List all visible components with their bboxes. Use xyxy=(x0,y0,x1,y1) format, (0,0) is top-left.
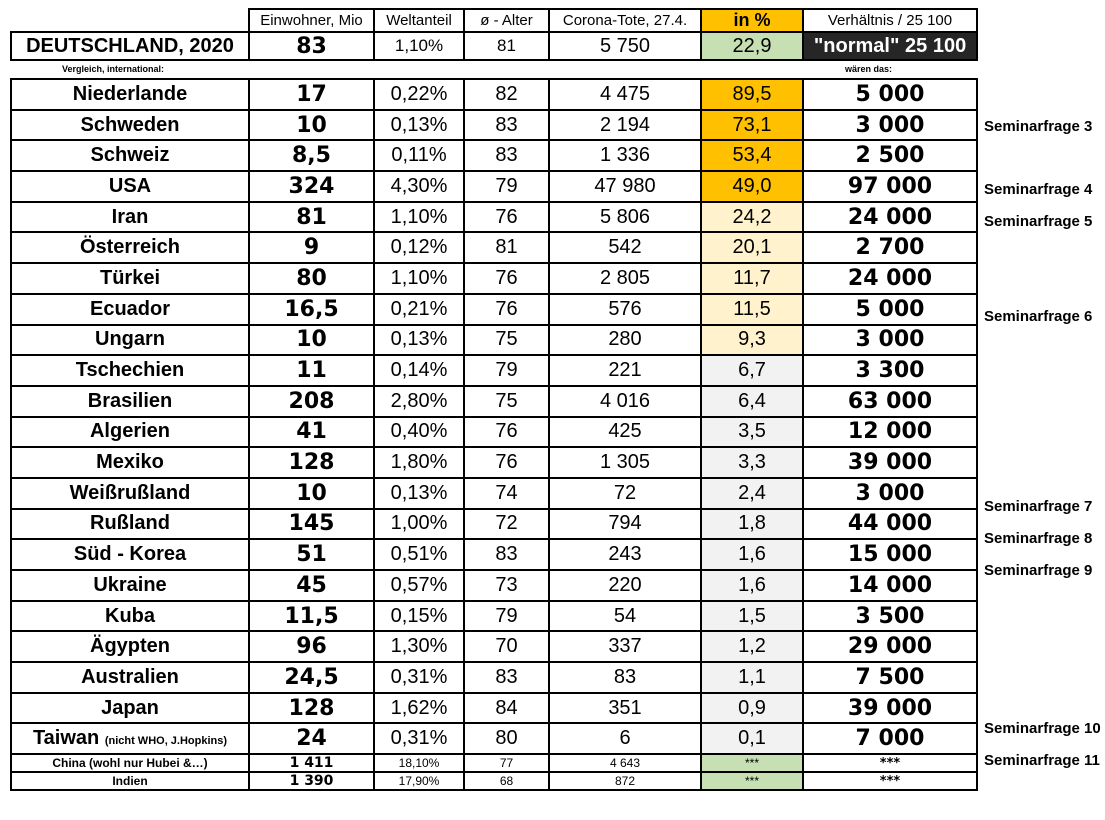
col-header-deaths: Corona-Tote, 27.4. xyxy=(549,9,701,32)
avg-age-value: 76 xyxy=(464,294,549,325)
world-share-value: 0,31% xyxy=(374,662,464,693)
table-row xyxy=(11,631,977,662)
table-row-small xyxy=(11,754,977,772)
country-name: Schweiz xyxy=(11,140,249,171)
table-row xyxy=(11,478,977,509)
avg-age-value: 68 xyxy=(464,772,549,790)
world-share-value: 0,51% xyxy=(374,539,464,570)
deaths-value: 576 xyxy=(549,294,701,325)
table-row xyxy=(11,202,977,233)
country-name: USA xyxy=(11,171,249,202)
ratio-value: 29 000 xyxy=(803,631,977,662)
table-row xyxy=(11,294,977,325)
deaths-value: 4 643 xyxy=(549,754,701,772)
percent-value: 1,1 xyxy=(701,662,803,693)
avg-age-value: 81 xyxy=(464,232,549,263)
world-share-value: 0,31% xyxy=(374,723,464,754)
population-value: 10 xyxy=(249,478,374,509)
population-value: 10 xyxy=(249,110,374,141)
country-name: Schweden xyxy=(11,110,249,141)
country-name: Ungarn xyxy=(11,325,249,356)
country-name: Indien xyxy=(11,772,249,790)
country-name: Australien xyxy=(11,662,249,693)
world-share-value: 18,10% xyxy=(374,754,464,772)
avg-age-value: 79 xyxy=(464,601,549,632)
table-row xyxy=(11,662,977,693)
ratio-value: 39 000 xyxy=(803,447,977,478)
population-value: 96 xyxy=(249,631,374,662)
world-share-value: 0,13% xyxy=(374,478,464,509)
seminar-note: Seminarfrage 11 xyxy=(984,751,1100,769)
deaths-value: 425 xyxy=(549,417,701,448)
deaths-value: 5 806 xyxy=(549,202,701,233)
world-share-value: 0,12% xyxy=(374,232,464,263)
country-name-main: Taiwan xyxy=(32,727,100,750)
country-name: Brasilien xyxy=(11,386,249,417)
percent-value: 0,9 xyxy=(701,693,803,724)
ratio-value: 14 000 xyxy=(803,570,977,601)
population-value: 16,5 xyxy=(249,294,374,325)
avg-age-value: 79 xyxy=(464,355,549,386)
deaths-value: 1 305 xyxy=(549,447,701,478)
world-share-value: 1,10% xyxy=(374,263,464,294)
avg-age-value: 77 xyxy=(464,754,549,772)
deaths-value: 794 xyxy=(549,509,701,540)
country-name: Kuba xyxy=(11,601,249,632)
deaths-value: 221 xyxy=(549,355,701,386)
country-name: Rußland xyxy=(11,509,249,540)
ratio-value: 5 000 xyxy=(803,294,977,325)
population-value: 17 xyxy=(249,79,374,110)
avg-age-value: 83 xyxy=(464,539,549,570)
percent-value: 11,5 xyxy=(701,294,803,325)
subline-compare-label: Vergleich, international: xyxy=(62,64,165,74)
percent-value: 53,4 xyxy=(701,140,803,171)
avg-age-value: 75 xyxy=(464,386,549,417)
subline-would-be-label: wären das: xyxy=(845,64,893,74)
world-share-value: 0,13% xyxy=(374,110,464,141)
column-header-row xyxy=(11,9,977,32)
country-name: Tschechien xyxy=(11,355,249,386)
population-value: 1 390 xyxy=(249,772,374,790)
avg-age-value: 76 xyxy=(464,263,549,294)
country-name: Süd - Korea xyxy=(11,539,249,570)
table-row xyxy=(11,325,977,356)
seminar-note: Seminarfrage 6 xyxy=(984,307,1093,325)
deaths-value: 872 xyxy=(549,772,701,790)
table-row xyxy=(11,263,977,294)
avg-age-value: 79 xyxy=(464,171,549,202)
header-blank-cell xyxy=(11,9,249,32)
deaths-value: 47 980 xyxy=(549,171,701,202)
percent-value: 89,5 xyxy=(701,79,803,110)
ratio-value: 97 000 xyxy=(803,171,977,202)
avg-age-value: 80 xyxy=(464,723,549,754)
country-name: Ecuador xyxy=(11,294,249,325)
country-name: Weißrußland xyxy=(11,478,249,509)
world-share-value: 0,11% xyxy=(374,140,464,171)
table-row xyxy=(11,110,977,141)
seminar-note: Seminarfrage 3 xyxy=(984,117,1093,135)
world-share-value: 0,13% xyxy=(374,325,464,356)
world-share-value: 1,30% xyxy=(374,631,464,662)
ratio-value: 12 000 xyxy=(803,417,977,448)
table-row xyxy=(11,355,977,386)
ratio-value: 3 300 xyxy=(803,355,977,386)
world-share-value: 0,22% xyxy=(374,79,464,110)
percent-value: 1,6 xyxy=(701,570,803,601)
deaths-value: 243 xyxy=(549,539,701,570)
table-row xyxy=(11,539,977,570)
seminar-note: Seminarfrage 8 xyxy=(984,529,1093,547)
table-row xyxy=(11,509,977,540)
ratio-value: *** xyxy=(803,754,977,772)
col-header-percent: in % xyxy=(701,9,803,32)
ratio-value: 24 000 xyxy=(803,263,977,294)
percent-value: 49,0 xyxy=(701,171,803,202)
ratio-value: 63 000 xyxy=(803,386,977,417)
table-row xyxy=(11,570,977,601)
ratio-value: 7 500 xyxy=(803,662,977,693)
avg-age-value: 70 xyxy=(464,631,549,662)
population-value: 24 xyxy=(249,723,374,754)
table-row xyxy=(11,171,977,202)
population-value: 1 411 xyxy=(249,754,374,772)
avg-age-value: 74 xyxy=(464,478,549,509)
comparison-table xyxy=(10,78,978,791)
population-value: 208 xyxy=(249,386,374,417)
deaths-value: 542 xyxy=(549,232,701,263)
world-share-value: 1,00% xyxy=(374,509,464,540)
country-name xyxy=(11,723,249,754)
percent-value: 3,5 xyxy=(701,417,803,448)
percent-value: 6,7 xyxy=(701,355,803,386)
ratio-value: 3 000 xyxy=(803,478,977,509)
population-value: 324 xyxy=(249,171,374,202)
world-share-value: 0,21% xyxy=(374,294,464,325)
percent-value: 0,1 xyxy=(701,723,803,754)
table-row xyxy=(11,417,977,448)
table-row xyxy=(11,601,977,632)
table-row xyxy=(11,140,977,171)
avg-age-value: 73 xyxy=(464,570,549,601)
subline xyxy=(10,64,976,78)
germany-row xyxy=(11,32,977,60)
seminar-note: Seminarfrage 10 xyxy=(984,720,1101,737)
ratio-value: 2 500 xyxy=(803,140,977,171)
population-value: 9 xyxy=(249,232,374,263)
percent-value: *** xyxy=(701,772,803,790)
germany-share: 1,10% xyxy=(374,32,464,60)
ratio-value: 2 700 xyxy=(803,232,977,263)
table-row xyxy=(11,447,977,478)
population-value: 128 xyxy=(249,447,374,478)
country-name: Niederlande xyxy=(11,79,249,110)
ratio-value: 15 000 xyxy=(803,539,977,570)
avg-age-value: 72 xyxy=(464,509,549,540)
avg-age-value: 83 xyxy=(464,662,549,693)
deaths-value: 4 475 xyxy=(549,79,701,110)
deaths-value: 220 xyxy=(549,570,701,601)
population-value: 145 xyxy=(249,509,374,540)
deaths-value: 83 xyxy=(549,662,701,693)
country-name: Mexiko xyxy=(11,447,249,478)
population-value: 51 xyxy=(249,539,374,570)
population-value: 45 xyxy=(249,570,374,601)
world-share-value: 0,57% xyxy=(374,570,464,601)
percent-value: 20,1 xyxy=(701,232,803,263)
col-header-ratio: Verhältnis / 25 100 xyxy=(803,9,977,32)
germany-deaths: 5 750 xyxy=(549,32,701,60)
deaths-value: 2 194 xyxy=(549,110,701,141)
avg-age-value: 82 xyxy=(464,79,549,110)
world-share-value: 0,14% xyxy=(374,355,464,386)
percent-value: 9,3 xyxy=(701,325,803,356)
percent-value: 3,3 xyxy=(701,447,803,478)
world-share-value: 0,40% xyxy=(374,417,464,448)
seminar-note: Seminarfrage 7 xyxy=(984,498,1093,516)
world-share-value: 0,15% xyxy=(374,601,464,632)
ratio-value: *** xyxy=(803,772,977,790)
avg-age-value: 83 xyxy=(464,140,549,171)
percent-value: 1,2 xyxy=(701,631,803,662)
percent-value: 1,8 xyxy=(701,509,803,540)
world-share-value: 1,10% xyxy=(374,202,464,233)
country-name: Japan xyxy=(11,693,249,724)
percent-value: 1,5 xyxy=(701,601,803,632)
deaths-value: 72 xyxy=(549,478,701,509)
percent-value: 1,6 xyxy=(701,539,803,570)
avg-age-value: 83 xyxy=(464,110,549,141)
country-name: China (wohl nur Hubei &…) xyxy=(11,754,249,772)
table-row xyxy=(11,232,977,263)
table-row xyxy=(11,386,977,417)
percent-value: 73,1 xyxy=(701,110,803,141)
avg-age-value: 84 xyxy=(464,693,549,724)
ratio-value: 39 000 xyxy=(803,693,977,724)
country-name: Ägypten xyxy=(11,631,249,662)
population-value: 11,5 xyxy=(249,601,374,632)
ratio-value: 7 000 xyxy=(803,723,977,754)
percent-value: 6,4 xyxy=(701,386,803,417)
avg-age-value: 76 xyxy=(464,417,549,448)
table-row xyxy=(11,723,977,754)
table-row xyxy=(11,693,977,724)
country-name-sub: (nicht WHO, J.Hopkins) xyxy=(104,735,228,748)
country-name: Türkei xyxy=(11,263,249,294)
deaths-value: 2 805 xyxy=(549,263,701,294)
germany-pct: 22,9 xyxy=(701,32,803,60)
percent-value: *** xyxy=(701,754,803,772)
germany-ratio: "normal" 25 100 xyxy=(803,32,977,60)
deaths-value: 54 xyxy=(549,601,701,632)
deaths-value: 1 336 xyxy=(549,140,701,171)
germany-pop: 83 xyxy=(249,32,374,60)
deaths-value: 337 xyxy=(549,631,701,662)
ratio-value: 3 500 xyxy=(803,601,977,632)
country-name: Algerien xyxy=(11,417,249,448)
germany-label: DEUTSCHLAND, 2020 xyxy=(11,32,249,60)
col-header-avg-age: ø - Alter xyxy=(464,9,549,32)
header-table xyxy=(10,8,978,61)
ratio-value: 44 000 xyxy=(803,509,977,540)
avg-age-value: 75 xyxy=(464,325,549,356)
country-name: Ukraine xyxy=(11,570,249,601)
world-share-value: 1,62% xyxy=(374,693,464,724)
deaths-value: 6 xyxy=(549,723,701,754)
avg-age-value: 76 xyxy=(464,447,549,478)
deaths-value: 351 xyxy=(549,693,701,724)
percent-value: 2,4 xyxy=(701,478,803,509)
percent-value: 11,7 xyxy=(701,263,803,294)
world-share-value: 17,90% xyxy=(374,772,464,790)
world-share-value: 2,80% xyxy=(374,386,464,417)
population-value: 11 xyxy=(249,355,374,386)
seminar-note: Seminarfrage 4 xyxy=(984,181,1093,199)
country-name: Iran xyxy=(11,202,249,233)
seminar-note: Seminarfrage 9 xyxy=(984,561,1093,579)
ratio-value: 3 000 xyxy=(803,110,977,141)
germany-age: 81 xyxy=(464,32,549,60)
col-header-world-share: Weltanteil xyxy=(374,9,464,32)
percent-value: 24,2 xyxy=(701,202,803,233)
population-value: 24,5 xyxy=(249,662,374,693)
country-name: Österreich xyxy=(11,232,249,263)
col-header-population: Einwohner, Mio xyxy=(249,9,374,32)
ratio-value: 24 000 xyxy=(803,202,977,233)
table-row-small xyxy=(11,772,977,790)
deaths-value: 280 xyxy=(549,325,701,356)
ratio-value: 5 000 xyxy=(803,79,977,110)
population-value: 128 xyxy=(249,693,374,724)
world-share-value: 1,80% xyxy=(374,447,464,478)
ratio-value: 3 000 xyxy=(803,325,977,356)
population-value: 10 xyxy=(249,325,374,356)
comparison-table-body xyxy=(11,79,977,790)
population-value: 41 xyxy=(249,417,374,448)
world-share-value: 4,30% xyxy=(374,171,464,202)
population-value: 8,5 xyxy=(249,140,374,171)
seminar-note: Seminarfrage 5 xyxy=(984,212,1093,230)
avg-age-value: 76 xyxy=(464,202,549,233)
population-value: 81 xyxy=(249,202,374,233)
population-value: 80 xyxy=(249,263,374,294)
deaths-value: 4 016 xyxy=(549,386,701,417)
table-row xyxy=(11,79,977,110)
